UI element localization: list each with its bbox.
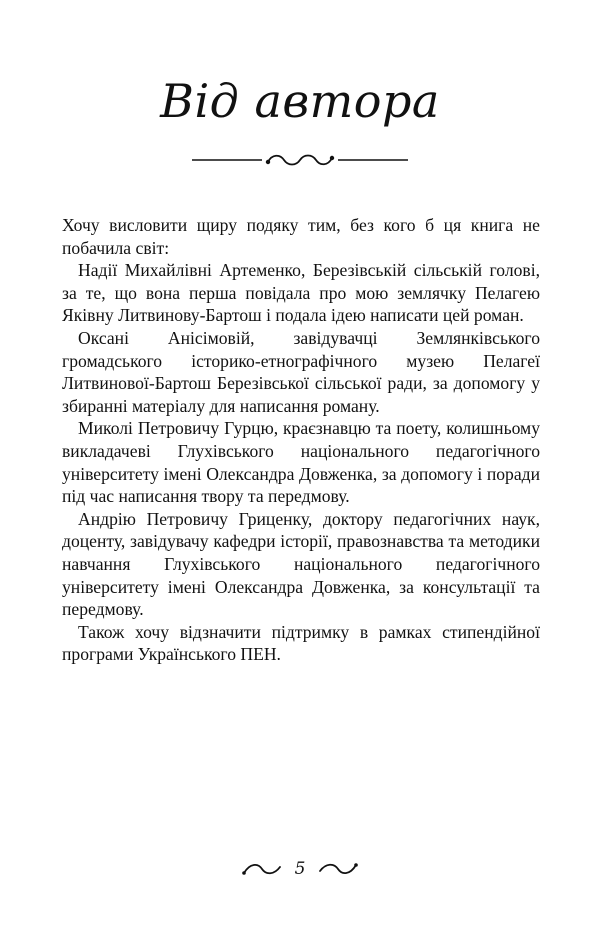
paragraph-pen-support: Також хочу відзначити підтримку в рамках стипендійної програми Українського ПЕН. xyxy=(62,621,540,665)
page-footer xyxy=(0,857,600,881)
page-title: Від автора xyxy=(160,74,440,128)
title-divider-ornament xyxy=(192,150,408,170)
page-number-group xyxy=(240,857,360,881)
paragraph-artemenko: Надії Михайлівні Артеменко, Березівській сільській голові, за те, що вона перша повідала про мою землячку Пелагею Яківну Литвинову-Бартош і подала ідею написати цей роман. xyxy=(62,260,540,326)
paragraph-anisimova: Оксані Анісімовій, завідувачці Землянківського громадського історико-етнографічного музею Пелагеї Литвинової-Бартош Березівської сільської ради, за допомогу у збиранні матеріалу для написання роману. xyxy=(62,327,540,416)
dedication-text xyxy=(62,214,540,666)
page-number: 5 xyxy=(294,859,306,879)
paragraph-intro: Хочу висловити щиру подяку тим, без кого б ця книга не побачила світ: xyxy=(62,215,540,258)
paragraph-hrytsenko: Андрію Петровичу Гриценку, доктору педагогічних наук, доценту, завідувачу кафедри історії, правознавства та методики навчання Глухівського національного педагогічного університету імені Олександра Довженка, за консультації та передмову. xyxy=(62,508,540,620)
paragraph-hurets: Миколі Петровичу Гурцю, краєзнавцю та поету, колишньому викладачеві Глухівського національного педагогічного університету імені Олександра Довженка, за допомогу і поради під час написання твору та передмову. xyxy=(62,418,540,507)
right-flourish-icon xyxy=(318,861,358,877)
